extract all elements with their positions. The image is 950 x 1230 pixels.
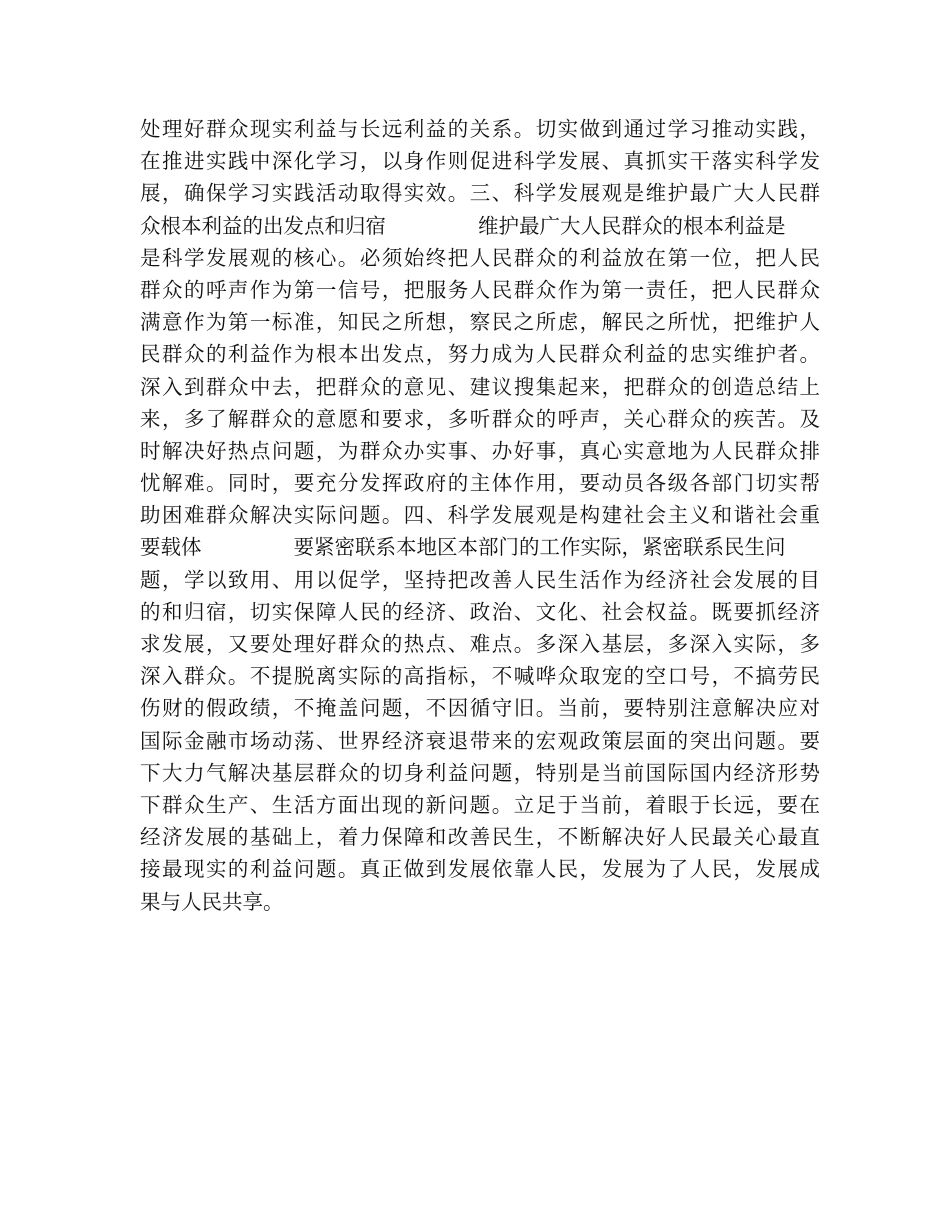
- text-line: 展，确保学习实践活动取得实效。三、科学发展观是维护最广大人民群: [140, 181, 820, 206]
- text-line: 是科学发展观的核心。必须始终把人民群众的利益放在第一位，把人民: [140, 245, 820, 270]
- text-line: 来，多了解群众的意愿和要求，多听群众的呼声，关心群众的疾苦。及: [140, 406, 820, 431]
- text-line: [140, 531, 820, 563]
- text-segment: 要载体: [140, 535, 202, 560]
- text-line: 的和归宿，切实保障人民的经济、政治、文化、社会权益。既要抓经济: [140, 599, 820, 624]
- text-line: 题，学以致用、用以促学，坚持把改善人民生活作为经济社会发展的目: [140, 567, 820, 592]
- body-text: [140, 113, 820, 918]
- text-line: 果与人民共享。: [140, 889, 284, 914]
- text-line: 处理好群众现实利益与长远利益的关系。切实做到通过学习推动实践，: [140, 117, 820, 141]
- text-line: 群众的呼声作为第一信号，把服务人民群众作为第一责任，把人民群众: [140, 277, 820, 302]
- text-line: 满意作为第一标准，知民之所想，察民之所虑，解民之所忧，把维护人: [140, 310, 820, 335]
- text-segment: 维护最广大人民群众的根本利益是: [478, 213, 786, 238]
- text-line: 在推进实践中深化学习，以身作则促进科学发展、真抓实干落实科学发: [140, 149, 820, 174]
- text-line: 伤财的假政绩，不掩盖问题，不因循守旧。当前，要特别注意解决应对: [140, 696, 820, 721]
- text-line: 助困难群众解决实际问题。四、科学发展观是构建社会主义和谐社会重: [140, 503, 820, 528]
- text-line: [140, 210, 820, 242]
- text-line: 深入到群众中去，把群众的意见、建议搜集起来，把群众的创造总结上: [140, 374, 820, 399]
- text-line: 下群众生产、生活方面出现的新问题。立足于当前，着眼于长远，要在: [140, 792, 820, 817]
- text-line: 忧解难。同时，要充分发挥政府的主体作用，要动员各级各部门切实帮: [140, 471, 820, 496]
- text-line: 经济发展的基础上，着力保障和改善民生，不断解决好人民最关心最直: [140, 825, 820, 850]
- text-segment: 众根本利益的出发点和归宿: [140, 213, 386, 238]
- text-line: 下大力气解决基层群众的切身利益问题，特别是当前国际国内经济形势: [140, 760, 820, 785]
- text-line: 深入群众。不提脱离实际的高指标，不喊哗众取宠的空口号，不搞劳民: [140, 664, 820, 689]
- text-segment: 要紧密联系本地区本部门的工作实际，紧密联系民生问: [293, 535, 786, 560]
- text-line: 国际金融市场动荡、世界经济衰退带来的宏观政策层面的突出问题。要: [140, 728, 820, 753]
- text-line: 求发展，又要处理好群众的热点、难点。多深入基层，多深入实际，多: [140, 632, 820, 656]
- text-line: 接最现实的利益问题。真正做到发展依靠人民，发展为了人民，发展成: [140, 857, 820, 882]
- text-line: 时解决好热点问题，为群众办实事、办好事，真心实意地为人民群众排: [140, 438, 820, 463]
- text-line: 民群众的利益作为根本出发点，努力成为人民群众利益的忠实维护者。: [140, 342, 820, 367]
